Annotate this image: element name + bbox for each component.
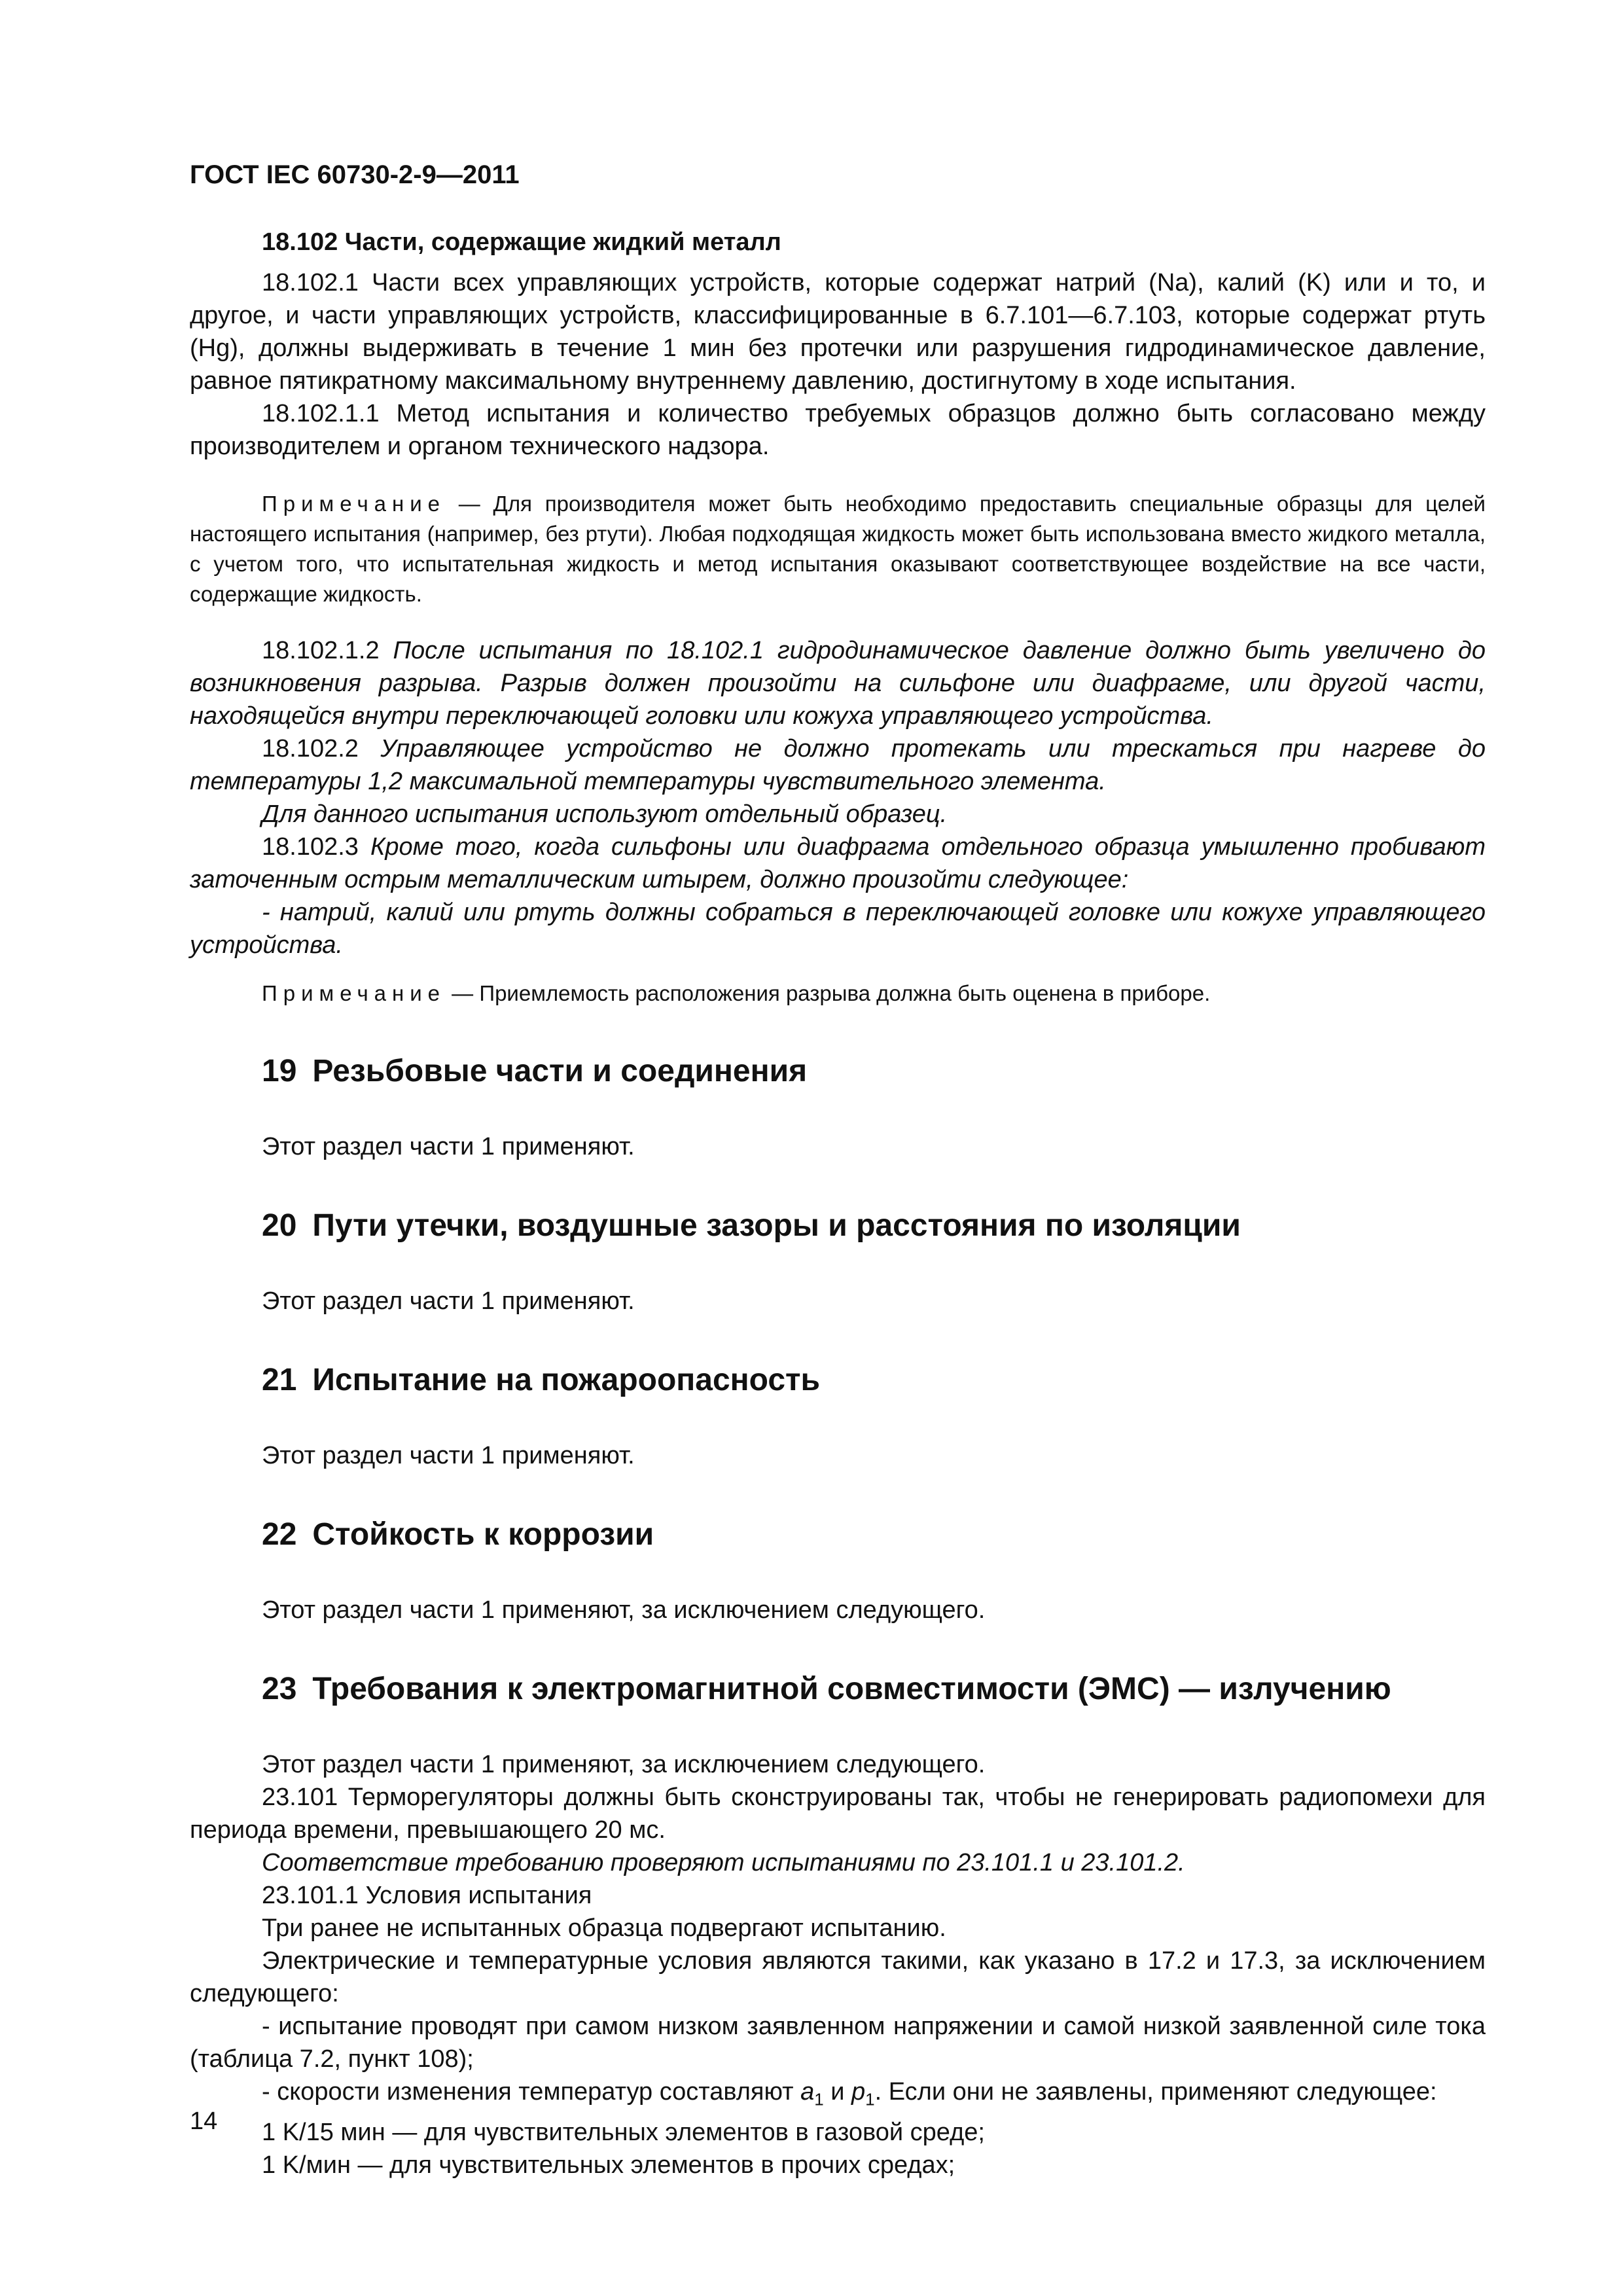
page-number: 14 [190,2108,218,2135]
clause-text: Управляющее устройство не должно протекать или трескаться при нагреве до температуры 1,2 максимальной температуры чувствительного элемента. [190,735,1486,795]
section-23-intro: Этот раздел части 1 применяют, за исключением следующего. [262,1751,986,1778]
section-title-text: Испытание на пожароопасность [312,1363,821,1397]
list-item-sodium: - натрий, калий или ртуть должны собраться в переключающей головке или кожухе управляющего устройства. [190,899,1486,959]
note-2 [190,978,1486,1009]
paragraph-18-102-2 [190,732,1486,798]
section-title-text: Пути утечки, воздушные зазоры и расстояния по изоляции [312,1208,1241,1243]
text-fragment: и [823,2078,852,2106]
section-title-21 [262,1361,1486,1400]
compliance-statement: Соответствие требованию проверяют испытаниями по 23.101.1 и 23.101.2. [262,1849,1185,1876]
rate-other: 1 K/мин — для чувствительных элементов в прочих средах; [262,2151,955,2179]
clause-number: 18.102.2 [262,735,381,762]
section-19-text: Этот раздел части 1 применяют. [262,1133,635,1160]
section-title-text: Резьбовые части и соединения [312,1054,808,1088]
section-number: 19 [262,1054,297,1088]
clause-text: После испытания по 18.102.1 гидродинамическое давление должно быть увеличено до возникновения разрыва. Разрыв должен произойти на сильфоне или диафрагме, или другой части, находящейся внутри переключающей головки или кожуха управляющего устройства. [190,637,1486,730]
paragraph-samples: Три ранее не испытанных образца подвергают испытанию. [262,1914,946,1942]
subscript: 1 [814,2089,824,2109]
section-number: 20 [262,1208,297,1243]
note-label: Примечание [262,492,446,516]
clause-number: 18.102.3 [262,833,371,861]
list-item-rates [190,2075,1486,2116]
clause-number: 18.102.1.2 [262,637,393,664]
note-text: — Для производителя может быть необходимо предоставить специальные образцы для целей настоящего испытания (например, без ртути). Любая подходящая жидкость может быть использована вместо жидкого металла, с учетом того, что испытательная жидкость и метод испытания оказывают соответствующее воздействие на все части, содержащие жидкость. [190,492,1486,606]
text-fragment: - скорости изменения температур составляют [262,2078,801,2106]
document-header: ГОСТ IEC 60730-2-9—2011 [190,160,520,189]
section-title-20 [262,1206,1486,1246]
subsection-title-18-102: 18.102 Части, содержащие жидкий металл [262,228,781,256]
section-22-text: Этот раздел части 1 применяют, за исключением следующего. [262,1596,986,1624]
paragraph-separate-sample: Для данного испытания используют отдельный образец. [262,800,948,828]
section-number: 21 [262,1363,297,1397]
note-1 [190,489,1486,609]
section-title-23 [262,1670,1486,1709]
section-title-22 [262,1515,1486,1554]
section-21-text: Этот раздел части 1 применяют. [262,1442,635,1469]
clause-text: Кроме того, когда сильфоны или диафрагма отдельного образца умышленно пробивают заточенным острым металлическим штырем, должно произойти следующее: [190,833,1486,893]
section-title-19 [262,1052,1486,1091]
section-title-text: Стойкость к коррозии [312,1517,654,1552]
section-number: 23 [262,1672,297,1706]
list-item-voltage: - испытание проводят при самом низком заявленном напряжении и самой низкой заявленной силе тока (таблица 7.2, пункт 108); [190,2013,1486,2073]
page-content [190,226,1486,2181]
paragraph-23-101-1: 23.101.1 Условия испытания [262,1882,592,1909]
paragraph-18-102-1-1: 18.102.1.1 Метод испытания и количество требуемых образцов должно быть согласовано между производителем и органом технического надзора. [190,400,1486,460]
note-label: Примечание [262,981,446,1005]
section-number: 22 [262,1517,297,1552]
paragraph-conditions: Электрические и температурные условия являются такими, как указано в 17.2 и 17.3, за исключением следующего: [190,1947,1486,2007]
variable-a: a [800,2078,815,2106]
note-text: — Приемлемость расположения разрыва должна быть оценена в приборе. [446,981,1211,1005]
text-fragment: . Если они не заявлены, применяют следующее: [874,2078,1437,2106]
paragraph-18-102-1-2 [190,634,1486,732]
subscript: 1 [865,2089,875,2109]
section-title-text: Требования к электромагнитной совместимости (ЭМС) — излучению [312,1672,1391,1706]
paragraph-18-102-3 [190,831,1486,896]
section-20-text: Этот раздел части 1 применяют. [262,1287,635,1315]
variable-p: p [851,2078,866,2106]
paragraph-23-101: 23.101 Терморегуляторы должны быть сконструированы так, чтобы не генерировать радиопомехи для периода времени, превышающего 20 мс. [190,1784,1486,1844]
rate-gas: 1 K/15 мин — для чувствительных элементов в газовой среде; [262,2118,985,2146]
paragraph-18-102-1: 18.102.1 Части всех управляющих устройств, которые содержат натрий (Na), калий (K) или и то, и другое, и части управляющих устройств, классифицированные в 6.7.101—6.7.103, которые содержат ртуть (Hg), должны выдерживать в течение 1 мин без протечки или разрушения гидродинамическое давление, равное пятикратному максимальному внутреннему давлению, достигнутому в ходе испытания. [190,269,1486,395]
